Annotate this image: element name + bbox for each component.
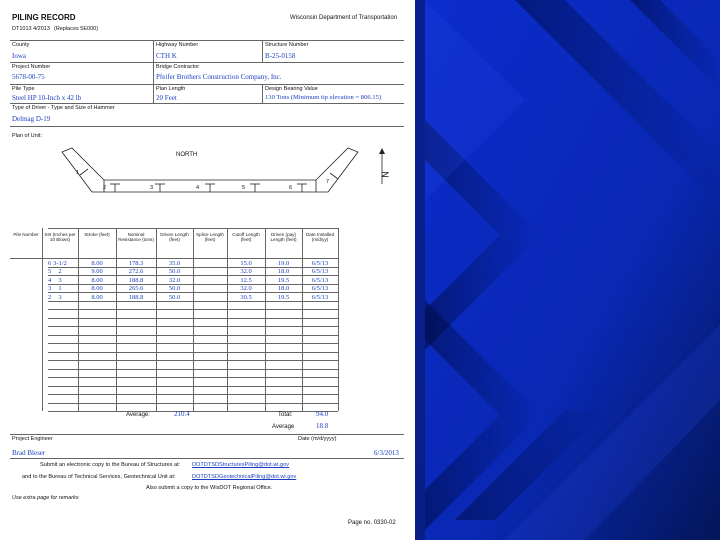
engineer-value: Brad Bleser — [12, 449, 46, 457]
table-row-line — [48, 411, 338, 412]
submit-line-3: Also submit a copy to the WisDOT Regional Office. — [146, 485, 273, 491]
table-cell: 32.0 — [168, 276, 181, 284]
remarks-note: Use extra page for remarks — [12, 495, 79, 501]
table-cell: 8.00 — [91, 259, 103, 267]
table-cell: 8.00 — [91, 293, 103, 301]
highway-value: CTH K — [156, 52, 177, 60]
submit-line-2: and to the Bureau of Technical Services, Geotechnical Unit at: — [22, 474, 176, 480]
average-pay-label: Average — [272, 424, 295, 430]
pile-label-1: 1 — [76, 170, 80, 176]
hammer-label: Type of Driver - Type and Size of Hammer — [12, 105, 115, 111]
table-header-5: Driven Length (feet) — [160, 232, 189, 243]
table-cell: 19.0 — [277, 259, 290, 267]
table-cell: 6/5/13 — [311, 276, 329, 284]
project-value: 5678-00-75 — [12, 73, 45, 81]
pile-label-4: 4 — [196, 185, 200, 191]
form-id: DT1013 4/2013 — [12, 26, 50, 32]
table-cell: 6/5/13 — [311, 268, 329, 275]
table-column-line — [338, 228, 339, 411]
table-row-line — [48, 360, 338, 361]
table-header-7: Cutoff Length (feet) — [232, 232, 260, 243]
table-cell: 3 — [58, 276, 62, 284]
table-cell: 50.0 — [168, 293, 181, 301]
north-arrow-label: N — [379, 171, 390, 178]
table-cell: 6/5/13 — [311, 293, 329, 301]
table-cell: 6/5/13 — [311, 259, 329, 267]
table-row-line — [48, 352, 338, 353]
table-header-3: Stroke (feet) — [84, 232, 110, 237]
table-cell: 35.0 — [168, 259, 181, 267]
email-structures-link[interactable]: DOTDTSDStructuresPiling@dot.wi.gov — [192, 462, 290, 468]
table-cell: 19.5 — [277, 293, 290, 301]
form-replaces: (Replaces 5E000) — [54, 26, 99, 32]
table-column-line — [193, 228, 194, 411]
table-column-line — [78, 228, 79, 411]
table-cell: 15.0 — [240, 259, 252, 267]
table-column-line — [227, 228, 228, 411]
table-header-4: Nominal Resistance (tons) — [118, 232, 154, 243]
email-geotech-link[interactable]: DOTDTSDGeotechnicalPiling@dot.wi.gov — [192, 474, 297, 480]
table-column-line — [302, 228, 303, 411]
highway-label: Highway Number — [156, 42, 199, 48]
bearing-value: 130 Tons (Minimum tip elevation = 806.15) — [265, 94, 382, 101]
table-cell: 12.5 — [240, 276, 252, 284]
page-number: Page no. 0330-02 — [348, 520, 396, 526]
average-pay-value: 18.8 — [316, 422, 329, 430]
project-label: Project Number — [12, 64, 51, 70]
pile-label-2: 2 — [103, 185, 107, 191]
table-header-top-line — [48, 228, 338, 229]
table-cell: 18.0 — [277, 285, 290, 292]
table-row-line — [48, 369, 338, 370]
table-cell: 50.0 — [168, 268, 181, 275]
engineer-label: Project Engineer — [12, 436, 53, 442]
table-cell: 1 — [58, 285, 62, 292]
county-value: Iowa — [12, 52, 26, 60]
form-title: PILING RECORD — [12, 13, 76, 22]
table-cell: 188.8 — [128, 293, 144, 301]
structure-label: Structure Number — [265, 42, 309, 48]
total-value: 94.0 — [316, 410, 329, 418]
table-cell: 2 — [48, 293, 52, 301]
table-cell: 272.6 — [128, 268, 144, 275]
table-cell: 188.8 — [128, 276, 144, 284]
pile-label-6: 6 — [289, 185, 293, 191]
table-cell: 6/5/13 — [311, 285, 329, 292]
pile-type-value: Steel HP 10-Inch x 42 lb — [12, 94, 82, 102]
contractor-value: Pfeifer Brothers Construction Company, Inc. — [156, 73, 282, 81]
table-cell: 2 — [58, 268, 62, 275]
average-value: 210.4 — [174, 410, 190, 418]
pile-type-label: Pile Type — [12, 86, 35, 92]
table-cell: 3 — [58, 293, 62, 301]
plan-of-unit-diagram — [10, 140, 405, 210]
table-row-line — [48, 403, 338, 404]
table-row-line — [48, 335, 338, 336]
table-header-1: Pile Number — [13, 232, 39, 237]
structure-value: B-25-0158 — [265, 52, 296, 60]
north-label: NORTH — [176, 152, 198, 158]
table-row-line — [48, 394, 338, 395]
table-column-line — [42, 228, 43, 411]
pile-label-7: 7 — [326, 179, 330, 185]
table-header-2: Set (Inches per 10 Blows) — [44, 232, 76, 243]
table-row-line — [48, 309, 338, 310]
table-cell: 19.5 — [277, 276, 290, 284]
table-column-line — [265, 228, 266, 411]
table-header-9: Date Installed (m/d/yy) — [305, 232, 335, 243]
table-cell: 8.00 — [91, 276, 103, 284]
table-header-8: Driven (pay) Length (feet) — [270, 232, 297, 243]
table-cell: 3 — [48, 285, 52, 292]
pile-label-5: 5 — [242, 185, 246, 191]
table-row-line — [48, 326, 338, 327]
table-row-line — [48, 318, 338, 319]
table-cell: 9.00 — [91, 268, 103, 275]
table-header-6: Splice Length (feet) — [196, 232, 224, 243]
plan-label: Plan of Unit: — [12, 133, 42, 139]
table-cell: 6 — [48, 259, 52, 267]
table-cell: 3-1/2 — [53, 259, 67, 267]
table-cell: 18.0 — [277, 268, 290, 275]
bearing-label: Design Bearing Value — [265, 86, 318, 92]
table-row-line — [48, 301, 338, 302]
table-cell: 30.5 — [240, 293, 252, 301]
table-column-line — [116, 228, 117, 411]
table-row-line — [48, 343, 338, 344]
contractor-label: Bridge Contractor — [156, 64, 200, 70]
pile-label-3: 3 — [150, 185, 154, 191]
hammer-value: Delmag D-19 — [12, 115, 51, 123]
table-cell: 178.3 — [128, 259, 144, 267]
date-value: 6/3/2013 — [374, 449, 399, 457]
decorative-side-panel — [415, 0, 720, 540]
submit-line-1: Submit an electronic copy to the Bureau of Structures at: — [40, 462, 181, 468]
table-cell: 32.0 — [240, 285, 252, 292]
table-cell: 8.00 — [91, 285, 103, 292]
table-cell: 32.0 — [240, 268, 252, 275]
total-label: Total: — [278, 412, 293, 418]
county-label: County — [12, 42, 30, 48]
date-label: Date (m/d/yyyy) — [298, 436, 337, 442]
table-cell: 50.0 — [168, 285, 181, 292]
table-cell: 265.6 — [128, 285, 144, 292]
pile-length-label: Plan Length — [156, 86, 186, 92]
table-row-line — [48, 386, 338, 387]
table-cell: 4 — [48, 276, 52, 284]
agency-name: Wisconsin Department of Transportation — [290, 15, 398, 21]
average-label: Average: — [126, 412, 150, 418]
table-row-line — [48, 377, 338, 378]
background-chevron-pattern — [415, 0, 720, 540]
table-column-line — [156, 228, 157, 411]
table-cell: 5 — [48, 268, 52, 275]
pile-length-value: 20 Feet — [156, 94, 177, 102]
